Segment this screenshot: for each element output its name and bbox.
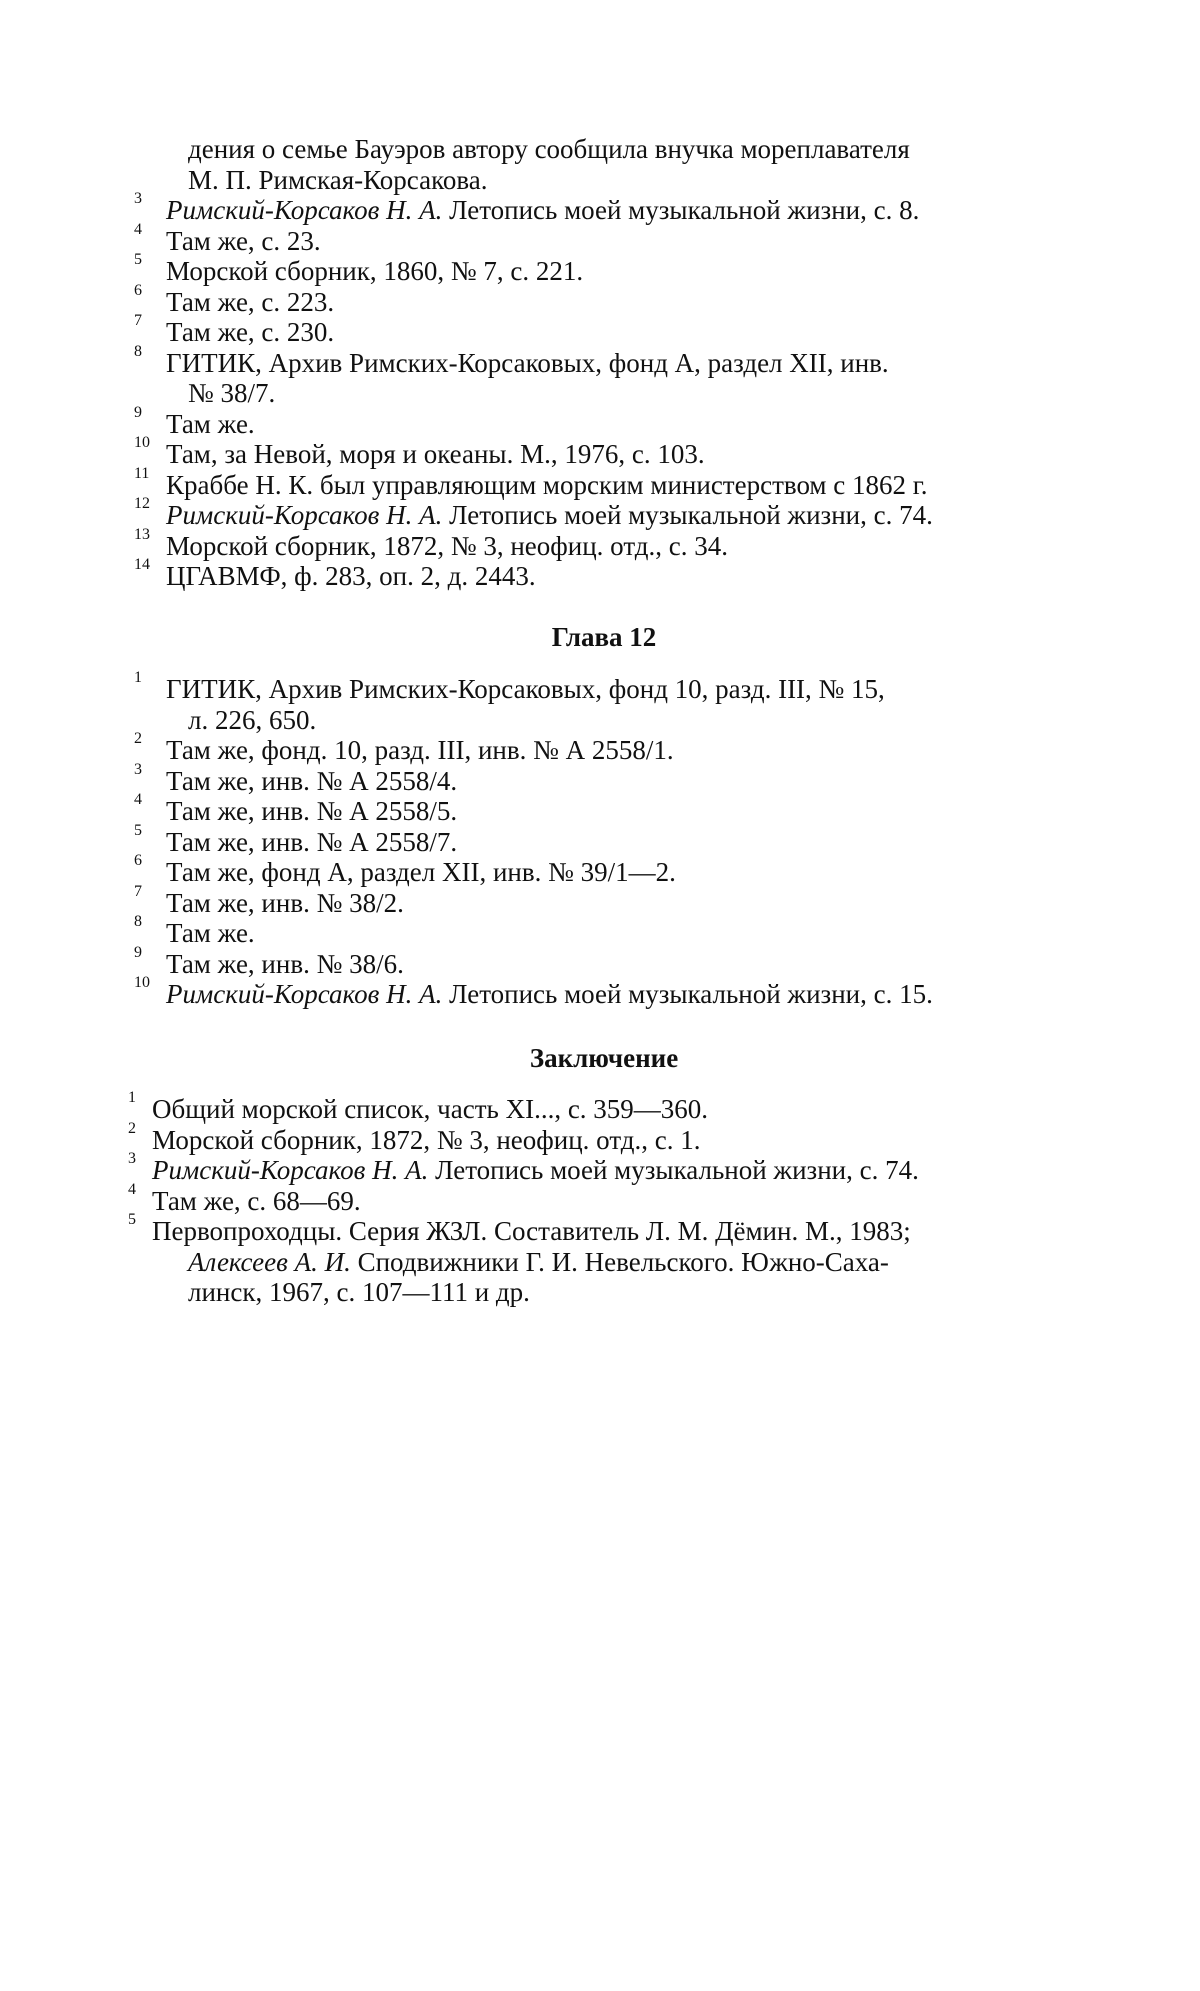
footnote [128, 760, 1080, 797]
footnote-number: 2 [134, 730, 142, 747]
notes-continued [128, 134, 1080, 592]
footnote-number: 4 [134, 791, 142, 808]
footnote-continuation [128, 705, 1080, 736]
footnote-text: Морской сборник, 1860, № 7, с. 221. [166, 256, 584, 286]
footnote [128, 525, 1080, 562]
conclusion-heading: Заключение [529, 1043, 679, 1073]
footnote [128, 821, 1080, 858]
footnote-number: 5 [134, 821, 142, 839]
footnote [128, 943, 1080, 980]
footnote [128, 1180, 1080, 1217]
footnote-number: 6 [134, 852, 142, 869]
footnote-continuation-text: № 38/7. [188, 378, 276, 408]
footnote-number: 6 [134, 281, 142, 299]
footnote-text: Там же, с. 223. [166, 286, 335, 317]
footnote-number: 14 [134, 556, 150, 573]
footnote-text: Там же. [166, 918, 255, 948]
footnote-text: Летопись моей музыкальной жизни, с. 8. [442, 195, 920, 225]
footnote-text: Там же, инв. № А 2558/7. [166, 826, 458, 857]
footnote-text: Там же, с. 23. [166, 225, 321, 256]
footnote-text: Морской сборник, 1872, № 3, неофиц. отд., с. 1. [152, 1124, 701, 1155]
footnote-text: Там же, с. 230. [166, 317, 335, 347]
footnote [128, 220, 1080, 257]
footnote [128, 342, 1080, 379]
footnote [128, 281, 1080, 318]
footnote [128, 1119, 1080, 1156]
footnote-text: Там же, фонд. 10, разд. III, инв. № А 2558/1. [166, 735, 674, 765]
footnote-text: Там же, фонд А, раздел XII, инв. № 39/1—2. [166, 857, 676, 887]
footnote [128, 556, 1080, 592]
footnote-number: 10 [134, 974, 150, 991]
footnote [128, 882, 1080, 919]
footnote-number: 8 [134, 342, 142, 360]
footnote-text: Там же. [166, 408, 255, 439]
footnote-text: Там же, инв. № А 2558/4. [166, 765, 458, 796]
footnote-number: 10 [134, 434, 150, 451]
footnote-continuation-text: Сподвижники Г. И. Невельского. Южно-Саха- [350, 1246, 889, 1277]
footnote-number: 13 [134, 525, 150, 543]
footnote [128, 730, 1080, 766]
footnote [128, 791, 1080, 827]
footnote-number: 4 [128, 1180, 136, 1198]
chapter-12-notes [128, 669, 1080, 1010]
footnote [128, 403, 1080, 440]
continuation-line: М. П. Римская-Корсакова. [188, 164, 488, 195]
footnote [128, 464, 1080, 501]
footnote [128, 312, 1080, 348]
footnote-number: 5 [134, 251, 142, 268]
footnote [128, 913, 1080, 949]
footnote-text: ГИТИК, Архив Римских-Корсаковых, фонд 10, разд. III, № 15, [166, 674, 885, 704]
footnote-text: Морской сборник, 1872, № 3, неофиц. отд., с. 34. [166, 530, 728, 561]
footnote-author: Римский-Корсаков Н. А. [166, 195, 443, 225]
footnote-author: Римский-Корсаков Н. А. [166, 500, 443, 530]
footnote-text: Летопись моей музыкальной жизни, с. 74. [428, 1155, 919, 1185]
footnote [128, 1150, 1080, 1186]
footnote-continuation-text: л. 226, 650. [188, 704, 317, 735]
conclusion-notes [128, 1089, 1080, 1308]
footnote-text: Летопись моей музыкальной жизни, с. 74. [442, 500, 933, 530]
footnote-text: Первопроходцы. Серия ЖЗЛ. Составитель Л. М. Дёмин. М., 1983; [152, 1216, 911, 1246]
footnote-text: Летопись моей музыкальной жизни, с. 15. [442, 979, 933, 1009]
footnote [128, 251, 1080, 287]
footnote-continuation [128, 378, 1080, 409]
footnote-number: 8 [134, 913, 142, 930]
footnote [128, 190, 1080, 226]
footnote-text: Там же, инв. № А 2558/5. [166, 796, 458, 826]
footnote-number: 1 [134, 669, 142, 686]
footnote-number: 5 [128, 1211, 136, 1228]
footnote [128, 1211, 1080, 1247]
footnote [128, 852, 1080, 888]
footnote-text: Общий морской список, часть XI..., с. 359—360. [152, 1094, 709, 1124]
footnote-number: 9 [134, 403, 142, 421]
footnote-number: 3 [134, 190, 142, 207]
footnote-number: 9 [134, 943, 142, 961]
footnote-text: Там же, инв. № 38/2. [166, 887, 404, 918]
footnote [128, 434, 1080, 470]
footnote-number: 2 [128, 1119, 136, 1137]
continuation-line: дения о семье Бауэров автору сообщила внучка мореплавателя [188, 134, 910, 164]
footnote-text: Там же, инв. № 38/6. [166, 948, 404, 979]
chapter-12-heading: Глава 12 [551, 622, 657, 652]
footnote-continuation [128, 1247, 1080, 1278]
footnote [128, 669, 1080, 705]
footnote-text: Там, за Невой, моря и океаны. М., 1976, с. 103. [166, 439, 705, 469]
footnote-text: ГИТИК, Архив Римских-Корсаковых, фонд А, раздел XII, инв. [166, 347, 889, 378]
footnote-number: 3 [128, 1150, 136, 1167]
footnote-author: Римский-Корсаков Н. А. [152, 1155, 429, 1185]
footnote [128, 495, 1080, 531]
footnote-author: Алексеев А. И. [188, 1246, 351, 1277]
footnote-number: 7 [134, 882, 142, 900]
footnote-text: Там же, с. 68—69. [152, 1185, 361, 1216]
footnote-number: 4 [134, 220, 142, 238]
footnote-text: ЦГАВМФ, ф. 283, оп. 2, д. 2443. [166, 561, 536, 591]
footnote-number: 11 [134, 464, 150, 482]
footnote-continuation: линск, 1967, с. 107—111 и др. [188, 1277, 530, 1307]
footnote-number: 7 [134, 312, 142, 329]
footnote-number: 1 [128, 1089, 136, 1106]
footnote [128, 1089, 1080, 1125]
footnote-number: 12 [134, 495, 150, 512]
footnote-number: 3 [134, 760, 142, 778]
footnote-author: Римский-Корсаков Н. А. [166, 979, 443, 1009]
footnote [128, 974, 1080, 1010]
footnote-text: Краббе Н. К. был управляющим морским министерством с 1862 г. [166, 469, 928, 500]
